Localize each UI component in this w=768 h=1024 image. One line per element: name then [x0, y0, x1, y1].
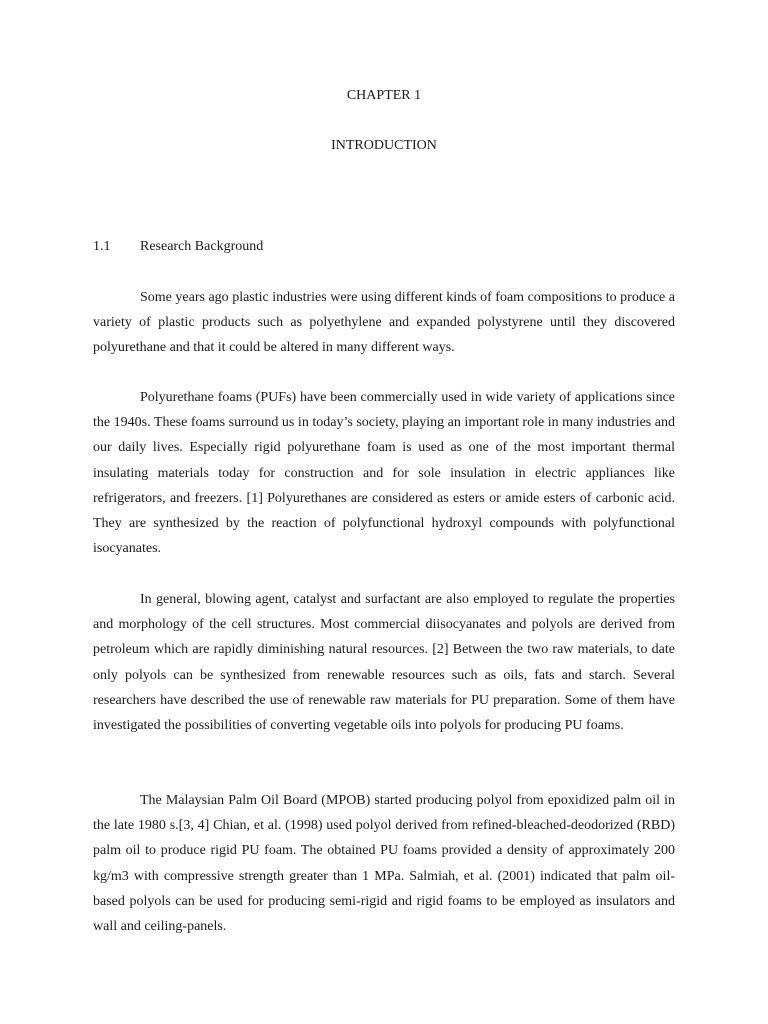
section-number: 1.1	[93, 239, 111, 254]
paragraph-2: Polyurethane foams (PUFs) have been commercially used in wide variety of applications since the 1940s. These foams surround us in today’s society, playing an important role in many industries and our daily lives. Especially rigid polyurethane foam is used as one of the most important thermal insulating materials today for construction and for sole insulation in electric appliances like refrigerators, and freezers. [1] Polyurethanes are considered as esters or amide esters of carbonic acid. They are synthesized by the reaction of polyfunctional hydroxyl compounds with polyfunctional isocyanates.	[93, 390, 675, 557]
paragraph-1: Some years ago plastic industries were using different kinds of foam compositions to produce a variety of plastic products such as polyethylene and expanded polystyrene until they discovered polyurethane and that it could be altered in many different ways.	[93, 290, 675, 356]
chapter-title: CHAPTER 1	[346, 88, 422, 103]
paragraph-3: In general, blowing agent, catalyst and surfactant are also employed to regulate the properties and morphology of the cell structures. Most commercial diisocyanates and polyols are derived from petroleum which are rapidly diminishing natural resources. [2] Between the two raw materials, to date only polyols can be synthesized from renewable resources such as oils, fats and starch. Several researchers have described the use of renewable raw materials for PU preparation. Some of them have investigated the possibilities of converting vegetable oils into polyols for producing PU foams.	[93, 592, 675, 734]
section-title: Research Background	[140, 239, 264, 254]
paragraph-4: The Malaysian Palm Oil Board (MPOB) started producing polyol from epoxidized palm oil in the late 1980 s.[3, 4] Chian, et al. (1998) used polyol derived from refined-bleached-deodorized (RBD) palm oil to produce rigid PU foam. The obtained PU foams provided a density of approximately 200 kg/m3 with compressive strength greater than 1 MPa. Salmiah, et al. (2001) indicated that palm oil-based polyols can be used for producing semi-rigid and rigid foams to be employed as insulators and wall and ceiling-panels.	[93, 793, 675, 935]
chapter-subtitle: INTRODUCTION	[331, 138, 437, 153]
section-heading	[93, 238, 263, 256]
